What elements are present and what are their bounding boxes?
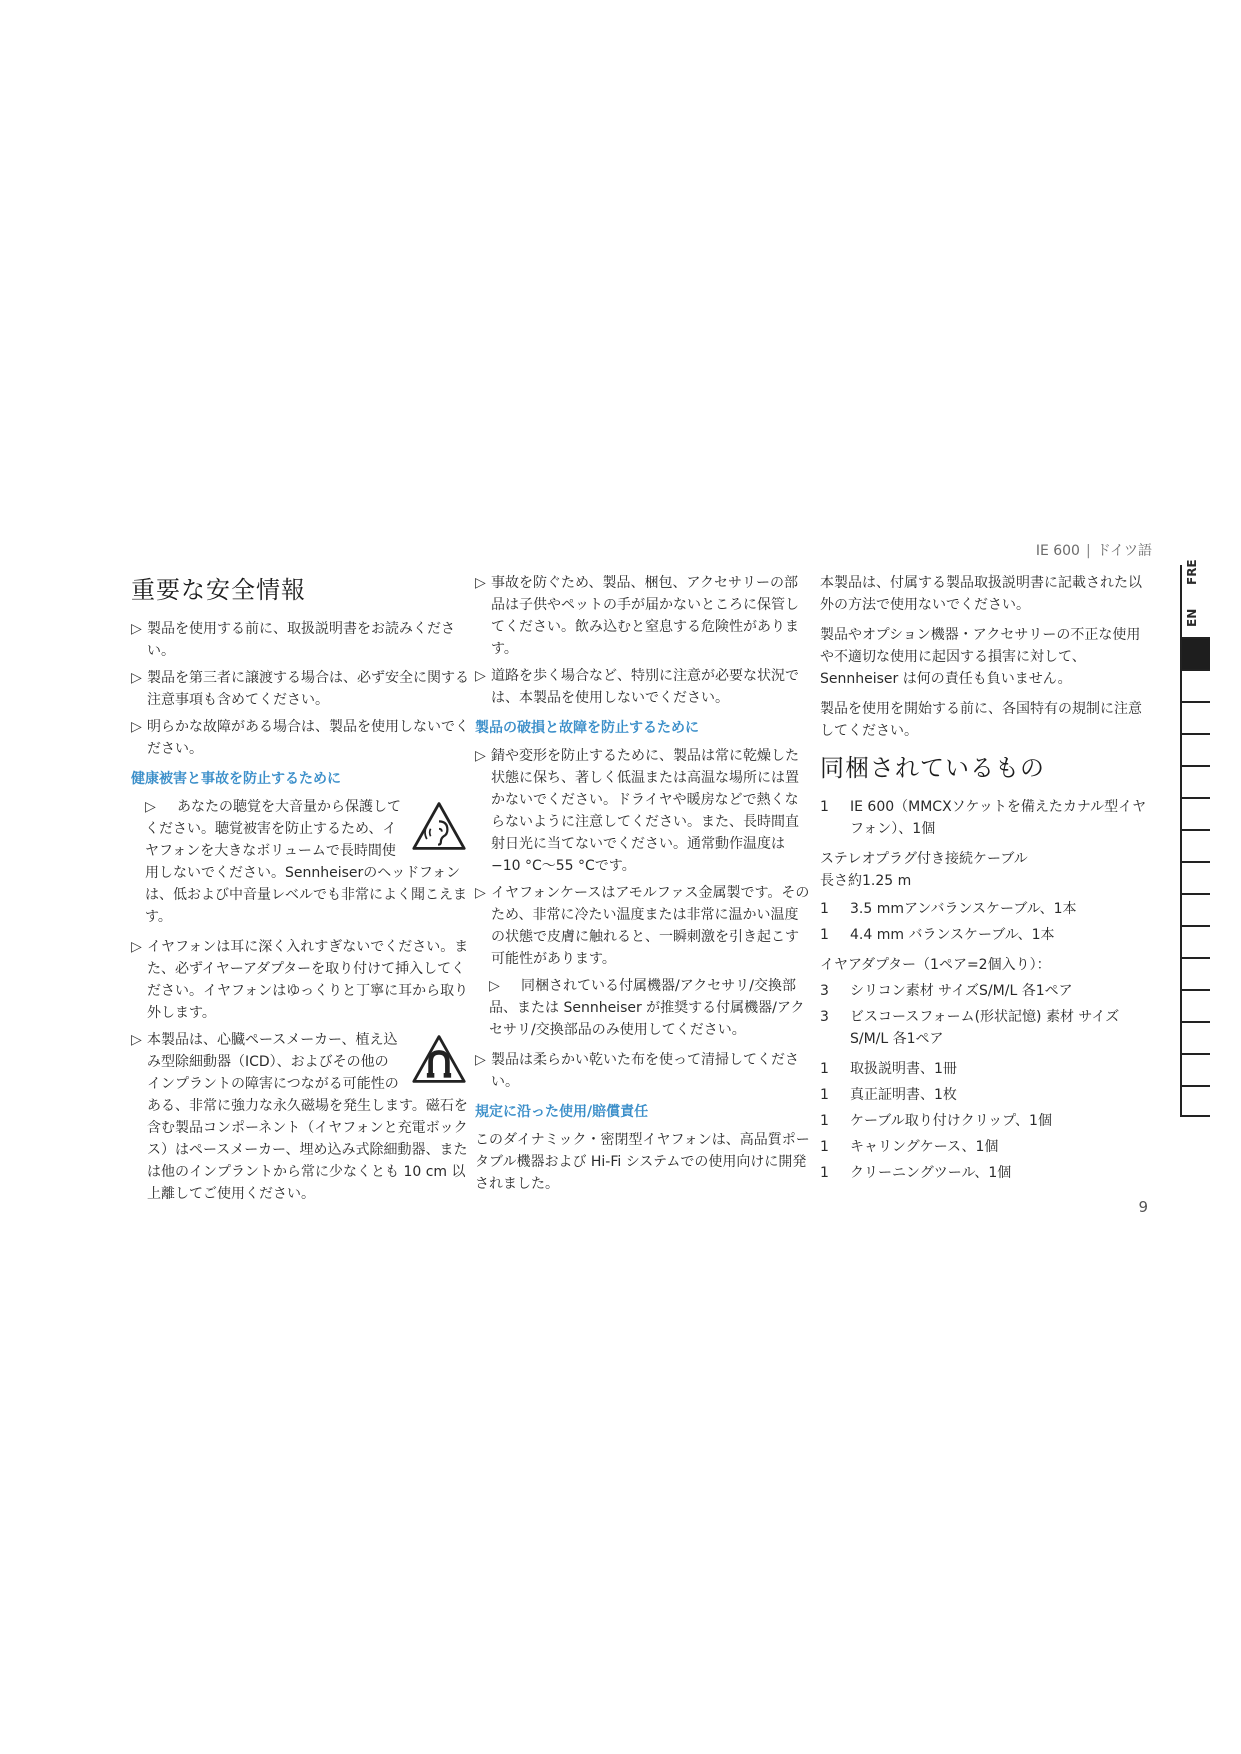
list-item (131, 618, 471, 662)
triangle-bullet-icon: ▷ (475, 668, 486, 684)
clean-bullets (475, 1049, 811, 1093)
item-text: キャリングケース、1個 (850, 1139, 999, 1155)
triangle-bullet-icon: ▷ (131, 621, 142, 637)
list-item (475, 745, 811, 877)
triangle-bullet-icon: ▷ (131, 670, 142, 686)
damage-bullets (475, 745, 811, 970)
section-tab[interactable] (1180, 1053, 1210, 1085)
tab-language-fre: FRE (1185, 559, 1199, 585)
safety-bullets-2 (131, 936, 471, 1205)
list-item (131, 936, 471, 1024)
package-others (820, 1058, 1150, 1184)
use-text: このダイナミック・密閉型イヤフォンは、高品質ポータブル機器および Hi-Fi システムでの使用向けに開発されました。 (475, 1132, 810, 1192)
hearing-text: あなたの聴覚を大音量から保護してください。聴覚被害を防止するため、イヤフォンを大きなボリュームで長時間使用しないでください。Sennheiserのヘッドフォンは、低および中音量レベルでも非常によく聞こえます。 (145, 799, 467, 925)
header-language: ドイツ語 (1096, 543, 1152, 559)
header-separator: | (1085, 543, 1091, 559)
item-text: 4.4 mm バランスケーブル、1本 (850, 927, 1055, 943)
accessory-text: 同梱されている付属機器/アクセサリ/交換部品、または Sennheiser が推奨する付属機器/アクセサリ/交換部品のみ使用してください。 (489, 978, 805, 1038)
list-item (820, 1136, 1150, 1158)
liability-paragraph: 製品を使用を開始する前に、各国特有の規制に注意してください。 (820, 701, 1142, 739)
list-item (131, 667, 471, 711)
hearing-warning-icon (411, 800, 467, 852)
list-item (131, 716, 471, 760)
liability-paragraph: 本製品は、付属する製品取扱説明書に記載された以外の方法で使用ないでください。 (820, 575, 1142, 613)
list-item (820, 1006, 1150, 1050)
damage-heading: 製品の破損と故障を防止するために (475, 720, 699, 736)
item-quantity: 1 (820, 927, 829, 943)
list-item (475, 572, 811, 660)
item-text: シリコン素材 サイズS/M/L 各1ペア (850, 983, 1073, 999)
list-item (475, 1049, 811, 1093)
tab-language-en: EN (1185, 608, 1199, 627)
item-quantity: 1 (820, 1113, 829, 1129)
section-tab[interactable] (1180, 957, 1210, 989)
section-tab[interactable] (1180, 669, 1210, 701)
list-item (820, 1162, 1150, 1184)
section-tab[interactable] (1180, 1021, 1210, 1053)
section-tab[interactable] (1180, 701, 1210, 733)
item-text: 真正証明書、1枚 (850, 1087, 957, 1103)
section-tab[interactable] (1180, 989, 1210, 1021)
health-heading: 健康被害と事故を防止するために (131, 771, 341, 787)
section-tab[interactable] (1180, 925, 1210, 957)
list-item (475, 665, 811, 709)
list-item (820, 924, 1150, 946)
section-tab[interactable] (1180, 797, 1210, 829)
package-cables (820, 898, 1150, 946)
item-text: 取扱説明書、1冊 (850, 1061, 957, 1077)
bullet-text: 錆や変形を防止するために、製品は常に乾燥した状態に保ち、著しく低温または高温な場所には置かないでください。ドライヤや暖房などで熱くならないように注意してください。また、長時間直射日光に当てないでください。通常動作温度は −10 °C〜55 °Cです。 (491, 748, 799, 874)
item-quantity: 1 (820, 901, 829, 917)
list-item (131, 1029, 471, 1205)
triangle-bullet-icon: ▷ (475, 748, 486, 764)
triangle-bullet-icon: ▷ (131, 719, 142, 735)
triangle-bullet-icon: ▷ (131, 1032, 142, 1048)
adapter-heading: イヤアダプター（1ペア=2個入り）： (820, 957, 1051, 973)
section-tab[interactable] (1180, 1085, 1210, 1117)
list-item (820, 1084, 1150, 1106)
magnet-warning-icon (411, 1033, 467, 1085)
hearing-warning (131, 796, 471, 928)
item-quantity: 3 (820, 983, 829, 999)
item-quantity: 1 (820, 1165, 829, 1181)
package-title: 同梱されているもの (820, 754, 1045, 782)
column-package (820, 572, 1150, 1192)
item-quantity: 1 (820, 1087, 829, 1103)
section-tab[interactable] (1180, 861, 1210, 893)
list-item (820, 1058, 1150, 1080)
bullet-text: 本製品は、心臓ペースメーカー、植え込み型除細動器（ICD）、およびその他のインプラントの障害につながる可能性のある、非常に強力な永久磁場を発生します。磁石を含む製品コンポーネント（イヤフォンと充電ボックス）はペースメーカー、埋め込み式除細動器、または他のインプラントから常に少なくとも 10 cm 以上離してご使用ください。 (147, 1032, 468, 1202)
list-item (820, 796, 1150, 840)
accessory-note (475, 975, 811, 1041)
side-tabs (1180, 559, 1210, 1117)
package-earphone (820, 796, 1150, 840)
bullet-text: 明らかな故障がある場合は、製品を使用しないでください。 (147, 719, 469, 757)
safety-bullets (131, 618, 471, 760)
column-safety-continued (475, 572, 811, 1203)
list-item (820, 980, 1150, 1002)
item-quantity: 1 (820, 799, 829, 815)
accident-bullets (475, 572, 811, 709)
cable-length: 長さ約1.25 m (820, 873, 912, 889)
package-adapters (820, 980, 1150, 1050)
liability-paragraph: 製品やオプション機器・アクセサリーの不正な使用や不適切な使用に起因する損害に対して、Sennheiser は何の責任も負いません。 (820, 627, 1141, 687)
triangle-bullet-icon: ▷ (131, 939, 142, 955)
list-item (475, 882, 811, 970)
triangle-bullet-icon: ▷ (475, 885, 486, 901)
language-tab[interactable] (1180, 559, 1210, 637)
item-quantity: 3 (820, 1009, 829, 1025)
item-text: ビスコースフォーム(形状記憶) 素材 サイズ S/M/L 各1ペア (850, 1009, 1120, 1047)
item-text: ケーブル取り付けクリップ、1個 (850, 1113, 1052, 1129)
page-number: 9 (1138, 1198, 1148, 1216)
item-text: IE 600（MMCXソケットを備えたカナル型イヤフォン）、1個 (850, 799, 1147, 837)
item-text: クリーニングツール、1個 (850, 1165, 1012, 1181)
bullet-text: イヤフォンケースはアモルファス金属製です。そのため、非常に冷たい温度または非常に温かい温度の状態で皮膚に触れると、一瞬刺激を引き起こす可能性があります。 (491, 885, 810, 967)
triangle-bullet-icon: ▷ (145, 799, 156, 815)
triangle-bullet-icon: ▷ (489, 978, 500, 994)
item-quantity: 1 (820, 1139, 829, 1155)
bullet-text: 事故を防ぐため、製品、梱包、アクセサリーの部品は子供やペットの手が届かないところに保管してください。飲み込むと窒息する危険性があります。 (491, 575, 799, 657)
column-safety (131, 572, 471, 1210)
safety-title: 重要な安全情報 (131, 576, 306, 604)
bullet-text: 製品を使用する前に、取扱説明書をお読みください。 (147, 621, 455, 659)
triangle-bullet-icon: ▷ (475, 1052, 486, 1068)
bullet-text: 製品は柔らかい乾いた布を使って清掃してください。 (491, 1052, 799, 1090)
running-header (960, 540, 1152, 560)
header-product: IE 600 (1035, 543, 1080, 559)
use-heading: 規定に沿った使用/賠償責任 (475, 1104, 649, 1120)
list-item (820, 1110, 1150, 1132)
section-tab[interactable] (1180, 829, 1210, 861)
section-tab-active[interactable] (1180, 637, 1210, 669)
item-text: 3.5 mmアンバランスケーブル、1本 (850, 901, 1077, 917)
section-tab[interactable] (1180, 765, 1210, 797)
list-item (820, 898, 1150, 920)
section-tab[interactable] (1180, 893, 1210, 925)
item-quantity: 1 (820, 1061, 829, 1077)
bullet-text: 製品を第三者に譲渡する場合は、必ず安全に関する注意事項も含めてください。 (147, 670, 469, 708)
bullet-text: イヤフォンは耳に深く入れすぎないでください。また、必ずイヤーアダプターを取り付けて挿入してください。イヤフォンはゆっくりと丁寧に耳から取り外します。 (147, 939, 469, 1021)
cable-heading: ステレオプラグ付き接続ケーブル (820, 851, 1028, 867)
bullet-text: 道路を歩く場合など、特別に注意が必要な状況では、本製品を使用しないでください。 (491, 668, 799, 706)
section-tab[interactable] (1180, 733, 1210, 765)
triangle-bullet-icon: ▷ (475, 575, 486, 591)
